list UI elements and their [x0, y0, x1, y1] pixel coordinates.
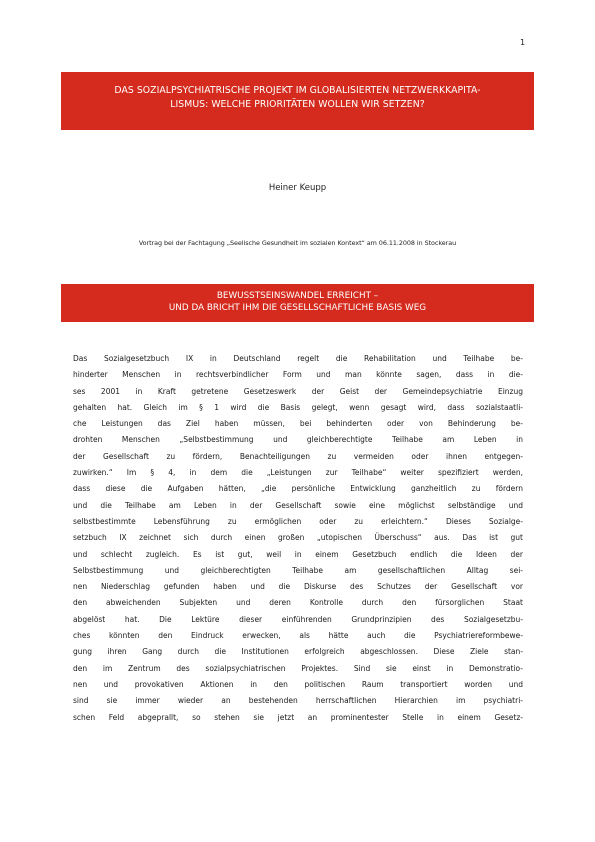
- body-line: drohten Menschen „Selbstbestimmung und gleichberechtigte Teilhabe am Leben in: [73, 435, 523, 445]
- body-line: gung ihren Gang durch die Institutionen erfolgreich abgeschlossen. Diese Ziele stan-: [73, 647, 523, 657]
- body-line: Selbstbestimmung und gleichberechtigten Teilhabe am gesellschaftlichen Alltag sei-: [73, 565, 523, 575]
- body-line: abgelöst hat. Die Lektüre dieser einführenden Grundprinzipien des Sozialgesetzbu-: [73, 614, 523, 624]
- body-line: den im Zentrum des sozialpsychiatrischen Projektes. Sind sie einst in Demonstratio-: [73, 663, 523, 673]
- section-heading-line-1: BEWUSSTSEINSWANDEL ERREICHT –: [216, 291, 379, 301]
- body-line: und die Teilhabe am Leben in der Gesellschaft sowie eine möglichst selbständige und: [73, 500, 523, 510]
- body-line: hinderter Menschen in rechtsverbindlicher Form und man könnte sagen, dass in die-: [73, 370, 523, 380]
- body-line: selbstbestimmte Lebensführung zu ermöglichen oder zu erleichtern.“ Dieses Sozialge-: [73, 516, 523, 526]
- body-line: den abweichenden Subjekten und deren Kontrolle durch den fürsorglichen Staat: [73, 598, 523, 608]
- body-line: ches könnten den Eindruck erwecken, als hätte auch die Psychiatriereformbewe-: [73, 631, 523, 641]
- body-line: schen Feld abgeprallt, so stehen sie jetzt an prominentester Stelle in einem Gesetz-: [73, 712, 523, 722]
- body-line: che Leistungen das Ziel haben müssen, bei behinderten oder von Behinderung be-: [73, 419, 523, 429]
- title-banner: [61, 72, 534, 130]
- title-line-2: LISMUS: WELCHE PRIORITÄTEN WOLLEN WIR SETZEN?: [170, 98, 425, 110]
- body-line: nen Niederschlag gefunden haben und die Diskurse des Schutzes der Gesellschaft vor: [73, 582, 523, 592]
- page-number: 1: [520, 38, 526, 47]
- venue-note: Vortrag bei der Fachtagung „Seelische Gesundheit im sozialen Kontext“ am 06.11.2008 in Stockerau: [138, 239, 457, 247]
- title-line-1: DAS SOZIALPSYCHIATRISCHE PROJEKT IM GLOBALISIERTEN NETZWERKKAPITA-: [114, 85, 481, 96]
- body-line: setzbuch IX zeichnet sich durch einen großen „utopischen Überschuss“ aus. Das ist gut: [73, 533, 523, 543]
- section-heading-banner: [61, 284, 534, 322]
- body-line: und schlecht zugleich. Es ist gut, weil in einem Gesetzbuch endlich die Ideen der: [73, 549, 523, 559]
- section-heading-line-2: UND DA BRICHT IHM DIE GESELLSCHAFTLICHE BASIS WEG: [168, 303, 427, 313]
- body-line: Das Sozialgesetzbuch IX in Deutschland regelt die Rehabilitation und Teilhabe be-: [73, 354, 523, 363]
- body-line: ses 2001 in Kraft getretene Gesetzeswerk der Geist der Gemeindepsychiatrie Einzug: [73, 386, 523, 396]
- author-name: Heiner Keupp: [268, 183, 327, 193]
- body-line: der Gesellschaft zu fördern, Benachteiligungen zu vermeiden oder ihnen entgegen-: [73, 451, 523, 461]
- body-line: nen und provokativen Aktionen in den politischen Raum transportiert worden und: [73, 679, 523, 689]
- body-paragraph: [73, 351, 523, 726]
- body-line: sind sie immer wieder an bestehenden herrschaftlichen Hierarchien im psychiatri-: [73, 696, 523, 706]
- body-line: gehalten hat. Gleich im § 1 wird die Basis gelegt, wenn gesagt wird, dass sozialstaatli-: [73, 402, 523, 412]
- body-line: dass diese die Aufgaben hätten, „die persönliche Entwicklung ganzheitlich zu fördern: [73, 484, 523, 494]
- body-line: zuwirken.“ Im § 4, in dem die „Leistungen zur Teilhabe“ weiter spezifiziert werden,: [73, 468, 523, 478]
